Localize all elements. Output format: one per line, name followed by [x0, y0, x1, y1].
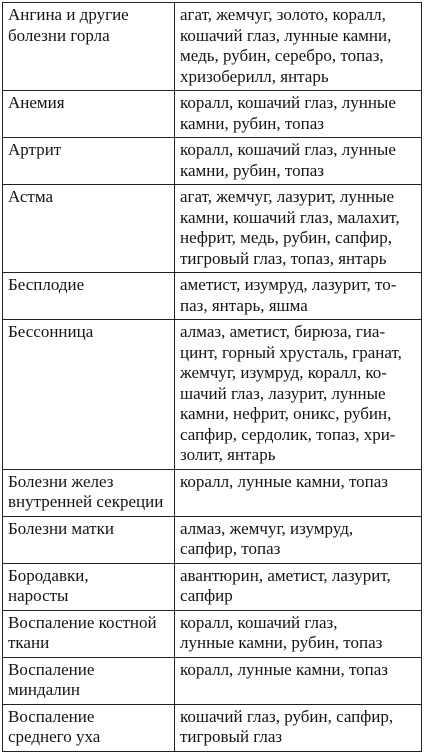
stones-text: цинт, горный хрусталь, гранат,: [180, 342, 402, 362]
table-row: [3, 138, 422, 185]
stones-text: камни, рубин, топаз: [180, 113, 324, 133]
stones-cell: [175, 704, 422, 751]
stones-text: тигровый глаз, топаз, янтарь: [180, 248, 387, 268]
stones-cell: [175, 273, 422, 320]
disease-text: Воспаление костной: [8, 612, 157, 632]
table-row: [3, 273, 422, 320]
disease-cell: [3, 3, 175, 91]
stones-text: авантюрин, аметист, лазурит,: [180, 565, 391, 585]
stones-text: кошачий глаз, рубин, сапфир,: [180, 706, 394, 726]
disease-text: ткани: [8, 633, 50, 652]
disease-text: среднего уха: [8, 727, 101, 746]
table-row: [3, 185, 422, 273]
disease-text: миндалин: [8, 680, 80, 699]
stones-text: лунные камни, рубин, топаз: [180, 633, 383, 652]
stones-cell: [175, 563, 422, 610]
table-row: [3, 469, 422, 516]
disease-text: Болезни желез: [8, 471, 114, 491]
disease-text: Анемия: [8, 93, 65, 112]
stones-text: алмаз, аметист, бирюза, гиа-: [180, 322, 386, 341]
table-row: [3, 320, 422, 470]
stones-cell: [175, 469, 422, 516]
stones-text: жемчуг, изумруд, коралл, ко-: [180, 363, 387, 382]
stones-text: паз, янтарь, яшма: [180, 295, 308, 315]
disease-cell: [3, 91, 175, 138]
table-row: [3, 704, 422, 751]
stones-text: тигровый глаз: [180, 727, 283, 746]
stones-text: сапфир, сердолик, топаз, хри-: [180, 424, 396, 444]
disease-cell: [3, 704, 175, 751]
disease-cell: [3, 563, 175, 610]
disease-text: Воспаление: [8, 706, 95, 726]
disease-cell: [3, 273, 175, 320]
disease-text: Астма: [8, 187, 54, 206]
table-row: [3, 3, 422, 91]
stones-text: коралл, кошачий глаз, лунные: [180, 140, 396, 159]
stones-text: кошачий глаз, лунные камни,: [180, 25, 392, 45]
disease-cell: [3, 320, 175, 470]
disease-text: Ангина и другие: [8, 5, 129, 24]
disease-cell: [3, 138, 175, 185]
disease-text: Бесплодие: [8, 275, 85, 294]
stones-cell: [175, 516, 422, 563]
stones-text: агат, жемчуг, золото, коралл,: [180, 5, 386, 24]
stones-text: шачий глаз, лазурит, лунные: [180, 383, 386, 403]
disease-cell: [3, 516, 175, 563]
stones-text: коралл, лунные камни, топаз: [180, 659, 389, 679]
stones-text: коралл, кошачий глаз, лунные: [180, 93, 396, 112]
stones-cell: [175, 3, 422, 91]
stones-text: камни, нефрит, оникс, рубин,: [180, 404, 392, 423]
disease-text: Артрит: [8, 140, 62, 159]
stones-text: сапфир: [180, 586, 233, 605]
disease-text: внутренней секреции: [8, 492, 164, 511]
stones-cell: [175, 320, 422, 470]
stones-text: сапфир, топаз: [180, 539, 281, 558]
stones-cell: [175, 138, 422, 185]
table-row: [3, 516, 422, 563]
stones-text: агат, жемчуг, лазурит, лунные: [180, 187, 394, 206]
disease-cell: [3, 469, 175, 516]
stones-text: камни, кошачий глаз, малахит,: [180, 207, 400, 227]
table-row: [3, 91, 422, 138]
stones-text: аметист, изумруд, лазурит, то-: [180, 275, 397, 294]
stones-text: алмаз, жемчуг, изумруд,: [180, 518, 354, 538]
disease-text: Бородавки,: [8, 565, 89, 585]
disease-stone-table: [2, 2, 422, 752]
stones-text: нефрит, медь, рубин, сапфир,: [180, 228, 393, 247]
disease-text: болезни горла: [8, 25, 110, 45]
disease-text: наросты: [8, 586, 69, 605]
stones-text: коралл, кошачий глаз,: [180, 612, 338, 632]
stones-text: хризоберилл, янтарь: [180, 66, 329, 86]
table-row: [3, 610, 422, 657]
stones-text: камни, рубин, топаз: [180, 160, 324, 180]
stones-cell: [175, 185, 422, 273]
stones-cell: [175, 610, 422, 657]
stones-text: медь, рубин, серебро, топаз,: [180, 46, 384, 65]
stones-text: золит, янтарь: [180, 445, 276, 464]
table-row: [3, 563, 422, 610]
disease-text: Бессонница: [8, 322, 94, 341]
disease-cell: [3, 610, 175, 657]
stones-text: коралл, лунные камни, топаз: [180, 471, 389, 491]
disease-text: Воспаление: [8, 659, 95, 679]
stones-cell: [175, 91, 422, 138]
disease-text: Болезни матки: [8, 518, 114, 538]
disease-cell: [3, 185, 175, 273]
